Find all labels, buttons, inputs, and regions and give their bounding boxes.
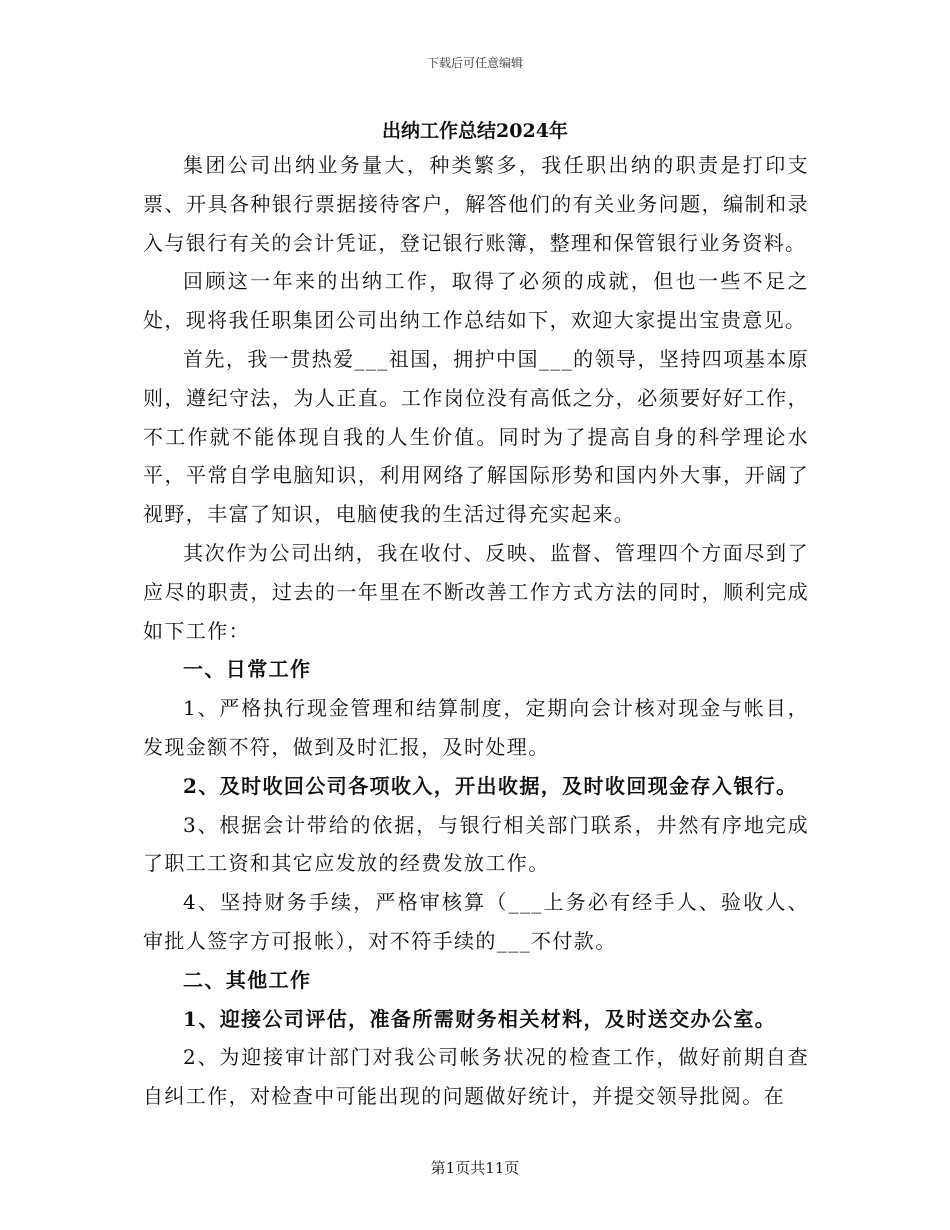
list-item-daily-3: 3、根据会计带给的依据，与银行相关部门联系，井然有序地完成了职工工资和其它应发放的经费发放工作。 [143, 812, 809, 876]
section-heading-daily-work: 一、日常工作 [183, 657, 312, 682]
list-item-daily-2: 2、及时收回公司各项收入，开出收据，及时收回现金存入银行。 [183, 773, 798, 798]
paragraph-review: 回顾这一年来的出纳工作，取得了必须的成就，但也一些不足之处，现将我任职集团公司出纳工作总结如下，欢迎大家提出宝贵意见。 [143, 269, 809, 333]
paragraph-intro: 集团公司出纳业务量大，种类繁多，我任职出纳的职责是打印支票、开具各种银行票据接待客户，解答他们的有关业务问题，编制和录入与银行有关的会计凭证，登记银行账簿，整理和保管银行业务资料。 [143, 153, 809, 255]
paragraph-second: 其次作为公司出纳，我在收付、反映、监督、管理四个方面尽到了应尽的职责，过去的一年里在不断改善工作方式方法的同时，顺利完成如下工作： [143, 540, 809, 643]
list-item-daily-1: 1、严格执行现金管理和结算制度，定期向会计核对现金与帐目，发现金额不符，做到及时汇报，及时处理。 [143, 696, 809, 759]
list-item-daily-4: 4、坚持财务手续，严格审核算（___上务必有经手人、验收人、审批人签字方可报帐），对不符手续的___不付款。 [143, 890, 809, 953]
header-note: 下载后可任意编辑 [426, 56, 523, 70]
document-body [143, 146, 809, 1116]
page-footer: 第1页共11页 [430, 1159, 520, 1177]
list-item-other-1: 1、迎接公司评估，准备所需财务相关材料，及时送交办公室。 [183, 1006, 777, 1031]
document-title: 出纳工作总结2024年 [382, 120, 568, 142]
section-heading-other-work: 二、其他工作 [183, 967, 312, 992]
list-item-other-2: 2、为迎接审计部门对我公司帐务状况的检查工作，做好前期自查自纠工作，对检查中可能出现的问题做好统计，并提交领导批阅。在 [143, 1045, 809, 1109]
paragraph-first: 首先，我一贯热爱___祖国，拥护中国___的领导，坚持四项基本原则，遵纪守法，为人正直。工作岗位没有高低之分，必须要好好工作，不工作就不能体现自我的人生价值。同时为了提高自身的科学理论水平，平常自学电脑知识，利用网络了解国际形势和国内外大事，开阔了视野，丰富了知识，电脑使我的生活过得充实起来。 [143, 346, 809, 527]
